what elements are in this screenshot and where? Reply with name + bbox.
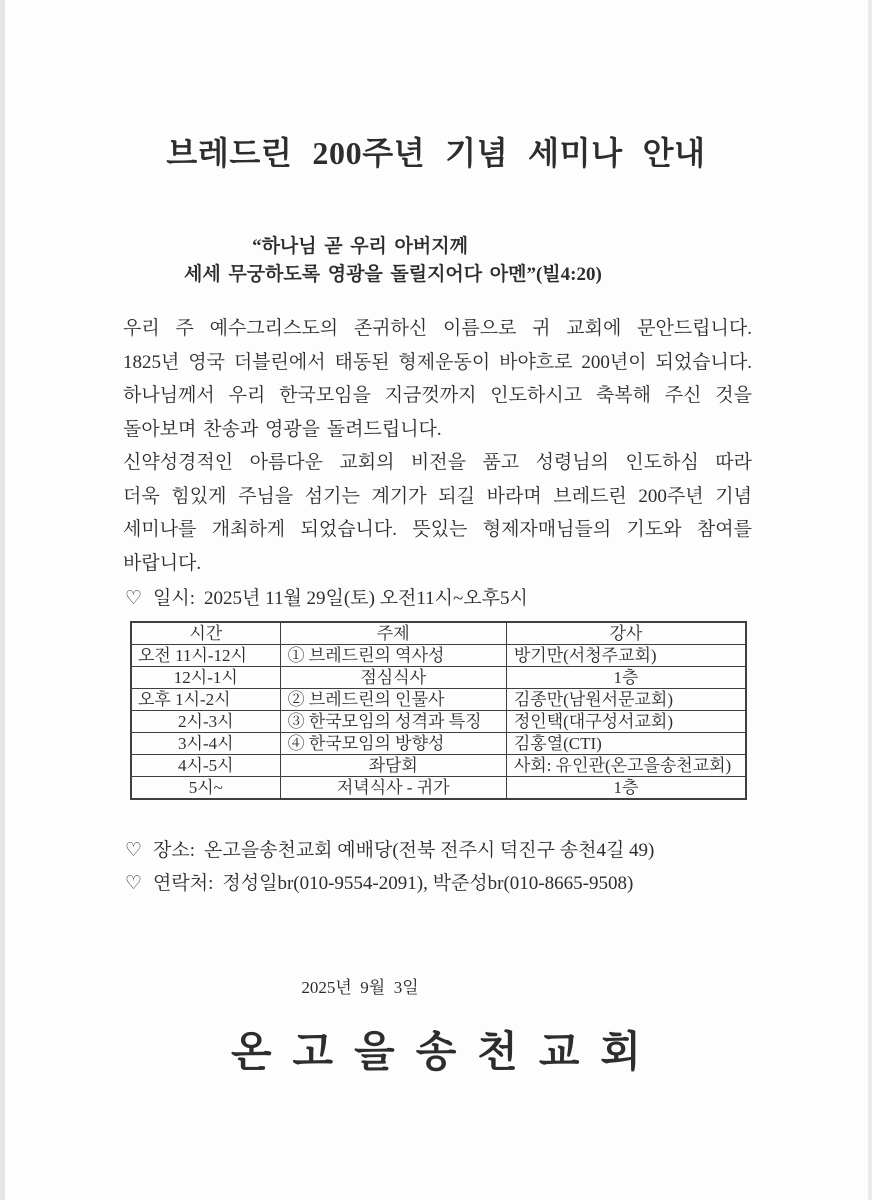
table-cell: ① 브레드린의 역사성 (280, 645, 506, 667)
location-value: 온고을송천교회 예배당(전북 전주시 덕진구 송천4길 49) (204, 840, 655, 861)
header-row (131, 622, 746, 645)
datetime-label: 일시: (153, 588, 196, 609)
column-header-lecturer: 강사 (506, 622, 746, 645)
table-cell: 1층 (506, 777, 746, 800)
table-cell: 5시~ (131, 777, 280, 800)
table-cell: ③ 한국모임의 성격과 특징 (280, 711, 506, 733)
table-row (131, 711, 746, 733)
contact-value: 정성일br(010-9554-2091), 박준성br(010-8665-9508) (222, 873, 634, 894)
table-cell: ④ 한국모임의 방향성 (280, 733, 506, 755)
datetime-value: 2025년 11월 29일(토) 오전11시~오후5시 (204, 588, 528, 609)
scan-edge-left (0, 0, 5, 1200)
datetime-line (125, 583, 772, 610)
quote-line-2: 세세 무궁하도록 영광을 돌릴지어다 아멘”(빌4:20) (184, 264, 602, 285)
quote-line-1: “하나님 곧 우리 아버지께 (252, 236, 468, 257)
contact-line (125, 868, 772, 895)
table-cell: 방기만(서청주교회) (506, 645, 746, 667)
table-row (131, 777, 746, 800)
table-cell: 오전 11시-12시 (131, 645, 280, 667)
table-cell: 정인택(대구성서교회) (506, 711, 746, 733)
schedule-table (130, 621, 747, 800)
table-cell: 4시-5시 (131, 755, 280, 777)
paragraph-line: 돌아보며 찬송과 영광을 돌려드립니다. (123, 418, 442, 440)
table-cell: 좌담회 (280, 755, 506, 777)
paragraph-line: 더욱 힘있게 주님을 섬기는 계기가 되길 바라며 브레드린 200주년 기념 (123, 485, 752, 507)
church-name: 온고을송천교회 (230, 1030, 662, 1076)
table-cell: 오후 1시-2시 (131, 689, 280, 711)
table-row (131, 755, 746, 777)
paragraph-line: 하나님께서 우리 한국모임을 지금껏까지 인도하시고 축복해 주신 것을 (123, 385, 752, 406)
page-title: 브레드린 200주년 기념 세미나 안내 (166, 135, 706, 171)
paragraph-line: 세미나를 개최하게 되었습니다. 뜻있는 형제자매님들의 기도와 참여를 (123, 519, 752, 540)
table-cell: 사회: 유인관(온고을송천교회) (506, 755, 746, 777)
table-cell: 점심식사 (280, 667, 506, 689)
column-header-subject: 주제 (280, 622, 506, 645)
heart-icon: ♡ (125, 588, 143, 609)
table-row (131, 689, 746, 711)
paragraph-line: 바랍니다. (123, 552, 202, 574)
table-cell: 김홍열(CTI) (506, 733, 746, 755)
table-row (131, 645, 746, 667)
schedule-table-body (131, 645, 746, 800)
scripture-quote (123, 233, 602, 289)
table-cell: 김종만(남원서문교회) (506, 689, 746, 711)
paragraph-line: 우리 주 예수그리스도의 존귀하신 이름으로 귀 교회에 문안드립니다. (123, 318, 752, 339)
table-cell: ② 브레드린의 인물사 (280, 689, 506, 711)
schedule-table-head (131, 622, 746, 645)
table-row (131, 733, 746, 755)
scan-edge-right (868, 0, 872, 1200)
location-line (125, 835, 772, 862)
table-cell: 12시-1시 (131, 667, 280, 689)
paragraph-line: 1825년 영국 더블린에서 태동된 형제운동이 바야흐로 200년이 되었습니다. (123, 351, 752, 373)
location-label: 장소: (153, 840, 196, 861)
issue-date: 2025년 9월 3일 (301, 978, 419, 997)
table-cell: 1층 (506, 667, 746, 689)
heart-icon: ♡ (125, 873, 143, 894)
table-cell: 저녁식사 - 귀가 (280, 777, 506, 800)
paragraph-line: 신약성경적인 아름다운 교회의 비전을 품고 성령님의 인도하심 따라 (123, 452, 752, 473)
greeting-paragraph (123, 312, 752, 580)
quote-line-2-text: 세세 무궁하도록 영광을 돌릴지어다 아멘” (184, 264, 536, 285)
table-row (131, 667, 746, 689)
table-cell: 2시-3시 (131, 711, 280, 733)
contact-label: 연락처: (153, 873, 214, 894)
column-header-time: 시간 (131, 622, 280, 645)
heart-icon: ♡ (125, 840, 143, 861)
table-cell: 3시-4시 (131, 733, 280, 755)
